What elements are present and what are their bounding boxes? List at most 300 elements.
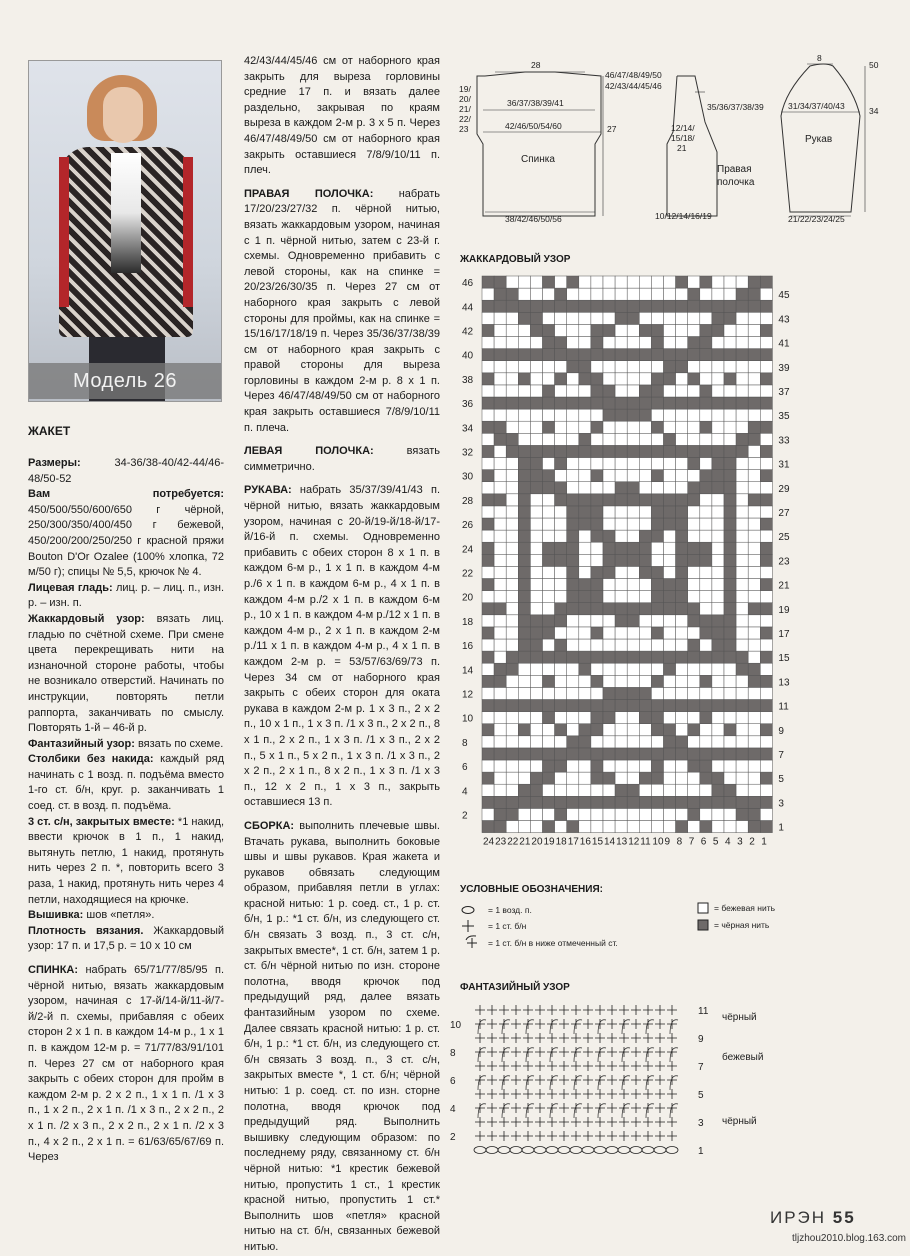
jacquard-cell xyxy=(591,397,603,409)
jacquard-cell xyxy=(579,385,591,397)
single-crochet-icon xyxy=(487,1103,497,1113)
jacquard-cell xyxy=(760,506,772,518)
jacquard-cell xyxy=(555,627,567,639)
jacquard-cell xyxy=(712,288,724,300)
single-crochet-icon xyxy=(487,1117,497,1127)
jacquard-cell xyxy=(482,494,494,506)
jacquard-cell xyxy=(555,337,567,349)
jacquard-cell xyxy=(591,639,603,651)
jacquard-cell xyxy=(494,542,506,554)
single-crochet-icon xyxy=(607,1005,617,1015)
row-number-right: 25 xyxy=(778,532,790,544)
jacquard-cell xyxy=(555,760,567,772)
jacquard-cell xyxy=(579,421,591,433)
jacquard-cell xyxy=(555,579,567,591)
paragraph-text: 34-36/38-40/42-44/46-48/50-52 xyxy=(28,457,224,485)
jacquard-cell xyxy=(518,772,530,784)
jacquard-cell xyxy=(651,615,663,627)
back-rows-3: 21/ xyxy=(459,104,471,114)
single-crochet-icon xyxy=(643,1131,653,1141)
jacquard-cell xyxy=(664,748,676,760)
jacquard-cell xyxy=(748,627,760,639)
jacquard-cell xyxy=(530,579,542,591)
single-crochet-icon xyxy=(667,1089,677,1099)
jacquard-cell xyxy=(530,796,542,808)
jacquard-cell xyxy=(591,458,603,470)
jacquard-cell xyxy=(518,615,530,627)
paragraph-text: 42/43/44/45/46 см от наборного края закрыть для выреза горловины средние 17 п. и вязать далее раздельно, закрывая по краям выреза в каждом 2-м р. 3 х 5 п. Через 46/47/48/49/50 см от наборного края закрыть оставшиеся 7/8/9/10/11 п. плеч. xyxy=(244,55,440,177)
front-bottom-label: 10/12/14/16/19 xyxy=(655,211,712,221)
jacquard-cell xyxy=(603,772,615,784)
jacquard-cell xyxy=(530,808,542,820)
single-crochet-icon xyxy=(667,1033,677,1043)
single-crochet-icon xyxy=(607,1019,617,1029)
jacquard-cell xyxy=(700,724,712,736)
jacquard-cell xyxy=(615,603,627,615)
jacquard-cell xyxy=(639,784,651,796)
row-number-right: 33 xyxy=(778,435,790,447)
jacquard-cell xyxy=(567,566,579,578)
single-crochet-icon xyxy=(619,1005,629,1015)
jacquard-cell xyxy=(494,409,506,421)
jacquard-cell xyxy=(482,772,494,784)
jacquard-cell xyxy=(603,579,615,591)
jacquard-cell xyxy=(712,796,724,808)
jacquard-cell xyxy=(506,591,518,603)
jacquard-cell xyxy=(748,760,760,772)
jacquard-cell xyxy=(518,361,530,373)
fancy-row-right: 1 xyxy=(698,1146,704,1157)
jacquard-cell xyxy=(506,409,518,421)
jacquard-cell xyxy=(688,627,700,639)
jacquard-cell xyxy=(748,579,760,591)
jacquard-cell xyxy=(530,724,542,736)
jacquard-cell xyxy=(627,421,639,433)
jacquard-cell xyxy=(664,542,676,554)
jacquard-cell xyxy=(664,796,676,808)
jacquard-cell xyxy=(627,433,639,445)
jacquard-cell xyxy=(760,433,772,445)
single-crochet-icon xyxy=(487,1075,497,1085)
jacquard-cell xyxy=(664,361,676,373)
jacquard-cell xyxy=(736,445,748,457)
row-number-right: 3 xyxy=(778,798,784,810)
jacquard-cell xyxy=(748,639,760,651)
jacquard-cell xyxy=(748,288,760,300)
sleeve-height-1: 50 xyxy=(869,60,879,70)
jacquard-cell xyxy=(664,808,676,820)
row-number-left: 4 xyxy=(462,786,468,798)
jacquard-cell xyxy=(518,796,530,808)
jacquard-cell xyxy=(506,603,518,615)
jacquard-cell xyxy=(712,421,724,433)
jacquard-cell xyxy=(591,542,603,554)
jacquard-cell xyxy=(567,772,579,784)
legend-title: УСЛОВНЫЕ ОБОЗНАЧЕНИЯ: xyxy=(460,884,603,895)
jacquard-cell xyxy=(530,615,542,627)
jacquard-cell xyxy=(724,530,736,542)
jacquard-cell xyxy=(615,712,627,724)
jacquard-cell xyxy=(506,312,518,324)
jacquard-cell xyxy=(530,385,542,397)
row-number-left: 30 xyxy=(462,471,474,483)
jacquard-cell xyxy=(760,796,772,808)
row-number-right: 19 xyxy=(778,604,790,616)
jacquard-cell xyxy=(482,458,494,470)
jacquard-cell xyxy=(676,542,688,554)
jacquard-cell xyxy=(627,748,639,760)
jacquard-cell xyxy=(664,724,676,736)
single-crochet-icon xyxy=(655,1047,665,1057)
jacquard-cell xyxy=(603,615,615,627)
jacquard-cell xyxy=(579,663,591,675)
jacquard-cell xyxy=(651,349,663,361)
jacquard-cell xyxy=(688,591,700,603)
jacquard-cell xyxy=(543,324,555,336)
jacquard-cell xyxy=(639,712,651,724)
jacquard-cell xyxy=(712,760,724,772)
jacquard-cell xyxy=(543,312,555,324)
jacquard-cell xyxy=(615,772,627,784)
jacquard-cell xyxy=(639,397,651,409)
single-crochet-icon xyxy=(595,1117,605,1127)
chain-stitch-icon xyxy=(510,1147,522,1154)
jacquard-cell xyxy=(567,470,579,482)
jacquard-cell xyxy=(591,349,603,361)
jacquard-cell xyxy=(639,808,651,820)
jacquard-chart xyxy=(458,270,798,860)
single-crochet-icon xyxy=(571,1061,581,1071)
jacquard-cell xyxy=(651,772,663,784)
jacquard-cell xyxy=(688,494,700,506)
jacquard-cell xyxy=(482,639,494,651)
jacquard-cell xyxy=(688,772,700,784)
jacquard-cell xyxy=(506,736,518,748)
jacquard-cell xyxy=(676,397,688,409)
jacquard-cell xyxy=(482,700,494,712)
jacquard-cell xyxy=(530,591,542,603)
jacquard-cell xyxy=(482,312,494,324)
legend-item-1: = 1 возд. п. xyxy=(488,905,532,915)
jacquard-cell xyxy=(494,337,506,349)
column-number: 22 xyxy=(507,836,519,848)
jacquard-cell xyxy=(676,651,688,663)
jacquard-cell xyxy=(664,627,676,639)
jacquard-cell xyxy=(543,385,555,397)
jacquard-cell xyxy=(579,482,591,494)
single-crochet-icon xyxy=(499,1075,509,1085)
jacquard-cell xyxy=(627,300,639,312)
jacquard-cell xyxy=(676,760,688,772)
jacquard-cell xyxy=(591,337,603,349)
jacquard-cell xyxy=(627,700,639,712)
jacquard-cell xyxy=(615,675,627,687)
jacquard-cell xyxy=(506,687,518,699)
jacquard-cell xyxy=(736,736,748,748)
jacquard-cell xyxy=(760,470,772,482)
jacquard-cell xyxy=(615,312,627,324)
fancy-title: ФАНТАЗИЙНЫЙ УЗОР xyxy=(460,982,570,993)
single-crochet-icon xyxy=(571,1047,581,1057)
jacquard-cell xyxy=(591,276,603,288)
jacquard-cell xyxy=(627,518,639,530)
jacquard-cell xyxy=(555,591,567,603)
jacquard-cell xyxy=(530,506,542,518)
jacquard-cell xyxy=(748,312,760,324)
single-crochet-icon xyxy=(475,1089,485,1099)
jacquard-cell xyxy=(603,700,615,712)
jacquard-cell xyxy=(748,349,760,361)
jacquard-cell xyxy=(700,349,712,361)
jacquard-cell xyxy=(688,288,700,300)
single-crochet-icon xyxy=(499,1117,509,1127)
jacquard-cell xyxy=(579,494,591,506)
jacquard-cell xyxy=(700,760,712,772)
jacquard-cell xyxy=(700,639,712,651)
jacquard-cell xyxy=(676,337,688,349)
jacquard-cell xyxy=(579,361,591,373)
row-number-left: 2 xyxy=(462,810,468,822)
jacquard-cell xyxy=(760,651,772,663)
jacquard-cell xyxy=(482,603,494,615)
jacquard-cell xyxy=(651,421,663,433)
jacquard-cell xyxy=(748,615,760,627)
paragraph-text: набрать 65/71/77/85/95 п. чёрной нитью, вязать жаккардовым узором, начиная с 17-й/14-й/11-й/7-й/2-й п. схемы, прибавляя с обеих сторон 2 х 1 п. в каждом 14-м р., 1 х 1 п. в каждом 12-м р. = 71/77/83/91/101 п. Через 27 см от наборного края закрыть с обеих сторон для пройм в каждом 2-м р. 2 х 2 п., 1 х 1 п. /1 х 3 п., 1 х 2 п., 2 х 1 п. /1 х 3 п., 2 х 2 п., 2 х 1 п. /2 х 3 п., 2 х 2 п., 2 х 1 п. /2 х 3 п., 4 х 2 п., 2 х 1 п. = 61/63/65/67/69 п. Через xyxy=(28,964,224,1164)
jacquard-cell xyxy=(736,288,748,300)
jacquard-cell xyxy=(482,324,494,336)
jacquard-cell xyxy=(555,470,567,482)
jacquard-cell xyxy=(543,579,555,591)
single-crochet-icon xyxy=(547,1103,557,1113)
jacquard-cell xyxy=(639,724,651,736)
single-crochet-icon xyxy=(571,1005,581,1015)
jacquard-cell xyxy=(688,276,700,288)
column-number: 8 xyxy=(676,836,683,848)
jacquard-cell xyxy=(651,554,663,566)
jacquard-cell xyxy=(651,724,663,736)
jacquard-cell xyxy=(700,518,712,530)
jacquard-cell xyxy=(748,675,760,687)
spike-stitch-icon xyxy=(646,1020,654,1034)
single-crochet-icon xyxy=(655,1005,665,1015)
single-crochet-icon xyxy=(535,1075,545,1085)
jacquard-cell xyxy=(651,748,663,760)
jacquard-cell xyxy=(482,579,494,591)
spike-stitch-icon xyxy=(622,1048,630,1062)
single-crochet-icon xyxy=(559,1089,569,1099)
single-crochet-icon xyxy=(475,1061,485,1071)
jacquard-cell xyxy=(760,675,772,687)
jacquard-cell xyxy=(712,409,724,421)
single-crochet-icon xyxy=(583,1103,593,1113)
single-crochet-icon xyxy=(619,1117,629,1127)
jacquard-cell xyxy=(651,603,663,615)
single-crochet-icon xyxy=(583,1131,593,1141)
jacquard-cell xyxy=(700,276,712,288)
spike-stitch-icon xyxy=(622,1104,630,1118)
jacquard-cell xyxy=(482,409,494,421)
jacquard-cell xyxy=(506,712,518,724)
column-number: 5 xyxy=(712,836,719,848)
jacquard-cell xyxy=(506,397,518,409)
jacquard-cell xyxy=(555,542,567,554)
jacquard-cell xyxy=(555,421,567,433)
jacquard-cell xyxy=(494,397,506,409)
jacquard-cell xyxy=(567,760,579,772)
single-crochet-icon xyxy=(535,1117,545,1127)
jacquard-cell xyxy=(518,627,530,639)
paragraph-text: шов «петля». xyxy=(83,909,155,922)
single-crochet-icon xyxy=(655,1089,665,1099)
single-crochet-icon xyxy=(511,1061,521,1071)
chain-stitch-icon xyxy=(594,1147,606,1154)
jacquard-cell xyxy=(518,542,530,554)
jacquard-cell xyxy=(651,300,663,312)
jacquard-cell xyxy=(676,409,688,421)
jacquard-cell xyxy=(676,603,688,615)
jacquard-cell xyxy=(676,482,688,494)
jacquard-cell xyxy=(567,409,579,421)
jacquard-cell xyxy=(748,772,760,784)
column-number: 3 xyxy=(737,836,743,848)
single-crochet-icon xyxy=(499,1019,509,1029)
jacquard-cell xyxy=(506,579,518,591)
jacquard-cell xyxy=(579,554,591,566)
jacquard-cell xyxy=(712,712,724,724)
jacquard-cell xyxy=(518,337,530,349)
jacquard-cell xyxy=(579,736,591,748)
jacquard-cell xyxy=(555,663,567,675)
single-crochet-icon xyxy=(643,1061,653,1071)
jacquard-cell xyxy=(724,482,736,494)
jacquard-cell xyxy=(736,760,748,772)
front-neck-label: 35/36/37/38/39 xyxy=(707,102,764,112)
spike-stitch-icon xyxy=(550,1104,558,1118)
jacquard-cell xyxy=(494,639,506,651)
jacquard-cell xyxy=(555,494,567,506)
jacquard-cell xyxy=(748,397,760,409)
jacquard-cell xyxy=(664,566,676,578)
jacquard-cell xyxy=(482,675,494,687)
single-crochet-icon xyxy=(631,1019,641,1029)
jacquard-cell xyxy=(724,796,736,808)
spike-stitch-icon xyxy=(574,1020,582,1034)
jacquard-cell xyxy=(688,603,700,615)
back-rows-4: 22/ xyxy=(459,114,471,124)
jacquard-cell xyxy=(736,482,748,494)
jacquard-cell xyxy=(543,748,555,760)
single-crochet-icon xyxy=(475,1005,485,1015)
jacquard-cell xyxy=(518,312,530,324)
jacquard-cell xyxy=(688,663,700,675)
legend-item-3: = 1 ст. б/н в ниже отмеченный ст. xyxy=(488,938,618,948)
jacquard-cell xyxy=(543,458,555,470)
jacquard-cell xyxy=(712,591,724,603)
jacquard-cell xyxy=(627,760,639,772)
jacquard-cell xyxy=(603,458,615,470)
jacquard-cell xyxy=(543,470,555,482)
single-crochet-icon xyxy=(631,1117,641,1127)
jacquard-cell xyxy=(615,506,627,518)
jacquard-cell xyxy=(676,276,688,288)
jacquard-cell xyxy=(688,675,700,687)
left-paragraph xyxy=(28,924,224,955)
single-crochet-icon xyxy=(607,1075,617,1085)
jacquard-cell xyxy=(482,373,494,385)
single-crochet-icon xyxy=(535,1131,545,1141)
jacquard-cell xyxy=(688,712,700,724)
jacquard-cell xyxy=(664,494,676,506)
jacquard-cell xyxy=(700,663,712,675)
jacquard-cell xyxy=(615,627,627,639)
single-crochet-icon xyxy=(583,1075,593,1085)
row-number-left: 20 xyxy=(462,592,474,604)
single-crochet-icon xyxy=(607,1117,617,1127)
sleeve-height-2: 34 xyxy=(869,106,879,116)
legend-color-1: = бежевая нить xyxy=(714,903,776,913)
single-crochet-icon xyxy=(643,1075,653,1085)
jacquard-cell xyxy=(760,361,772,373)
jacquard-cell xyxy=(700,821,712,833)
jacquard-cell xyxy=(760,772,772,784)
jacquard-cell xyxy=(530,651,542,663)
single-crochet-icon xyxy=(667,1117,677,1127)
jacquard-cell xyxy=(603,627,615,639)
jacquard-cell xyxy=(688,458,700,470)
jacquard-cell xyxy=(603,796,615,808)
jacquard-cell xyxy=(627,349,639,361)
single-crochet-icon xyxy=(595,1075,605,1085)
row-number-right: 39 xyxy=(778,362,790,374)
jacquard-cell xyxy=(760,349,772,361)
jacquard-cell xyxy=(736,566,748,578)
jacquard-cell xyxy=(760,724,772,736)
jacquard-cell xyxy=(712,651,724,663)
jacquard-cell xyxy=(736,373,748,385)
jacquard-cell xyxy=(760,337,772,349)
jacquard-cell xyxy=(603,518,615,530)
jacquard-cell xyxy=(482,421,494,433)
jacquard-cell xyxy=(543,300,555,312)
single-crochet-icon xyxy=(607,1047,617,1057)
jacquard-cell xyxy=(664,603,676,615)
black-swatch xyxy=(698,920,708,930)
jacquard-cell xyxy=(603,506,615,518)
jacquard-cell xyxy=(664,288,676,300)
single-crochet-icon xyxy=(643,1117,653,1127)
row-number-right: 41 xyxy=(778,338,790,350)
jacquard-cell xyxy=(736,724,748,736)
row-number-left: 40 xyxy=(462,350,474,362)
jacquard-cell xyxy=(760,579,772,591)
jacquard-cell xyxy=(748,300,760,312)
row-number-left: 6 xyxy=(462,762,468,774)
jacquard-cell xyxy=(736,361,748,373)
jacquard-cell xyxy=(591,579,603,591)
jacquard-cell xyxy=(736,700,748,712)
jacquard-cell xyxy=(506,651,518,663)
jacquard-cell xyxy=(627,566,639,578)
jacquard-cell xyxy=(603,373,615,385)
jacquard-cell xyxy=(760,603,772,615)
jacquard-cell xyxy=(700,482,712,494)
jacquard-cell xyxy=(494,651,506,663)
jacquard-cell xyxy=(736,603,748,615)
spike-stitch-icon xyxy=(646,1104,654,1118)
jacquard-cell xyxy=(543,663,555,675)
single-crochet-icon xyxy=(631,1061,641,1071)
row-number-right: 45 xyxy=(778,290,790,302)
